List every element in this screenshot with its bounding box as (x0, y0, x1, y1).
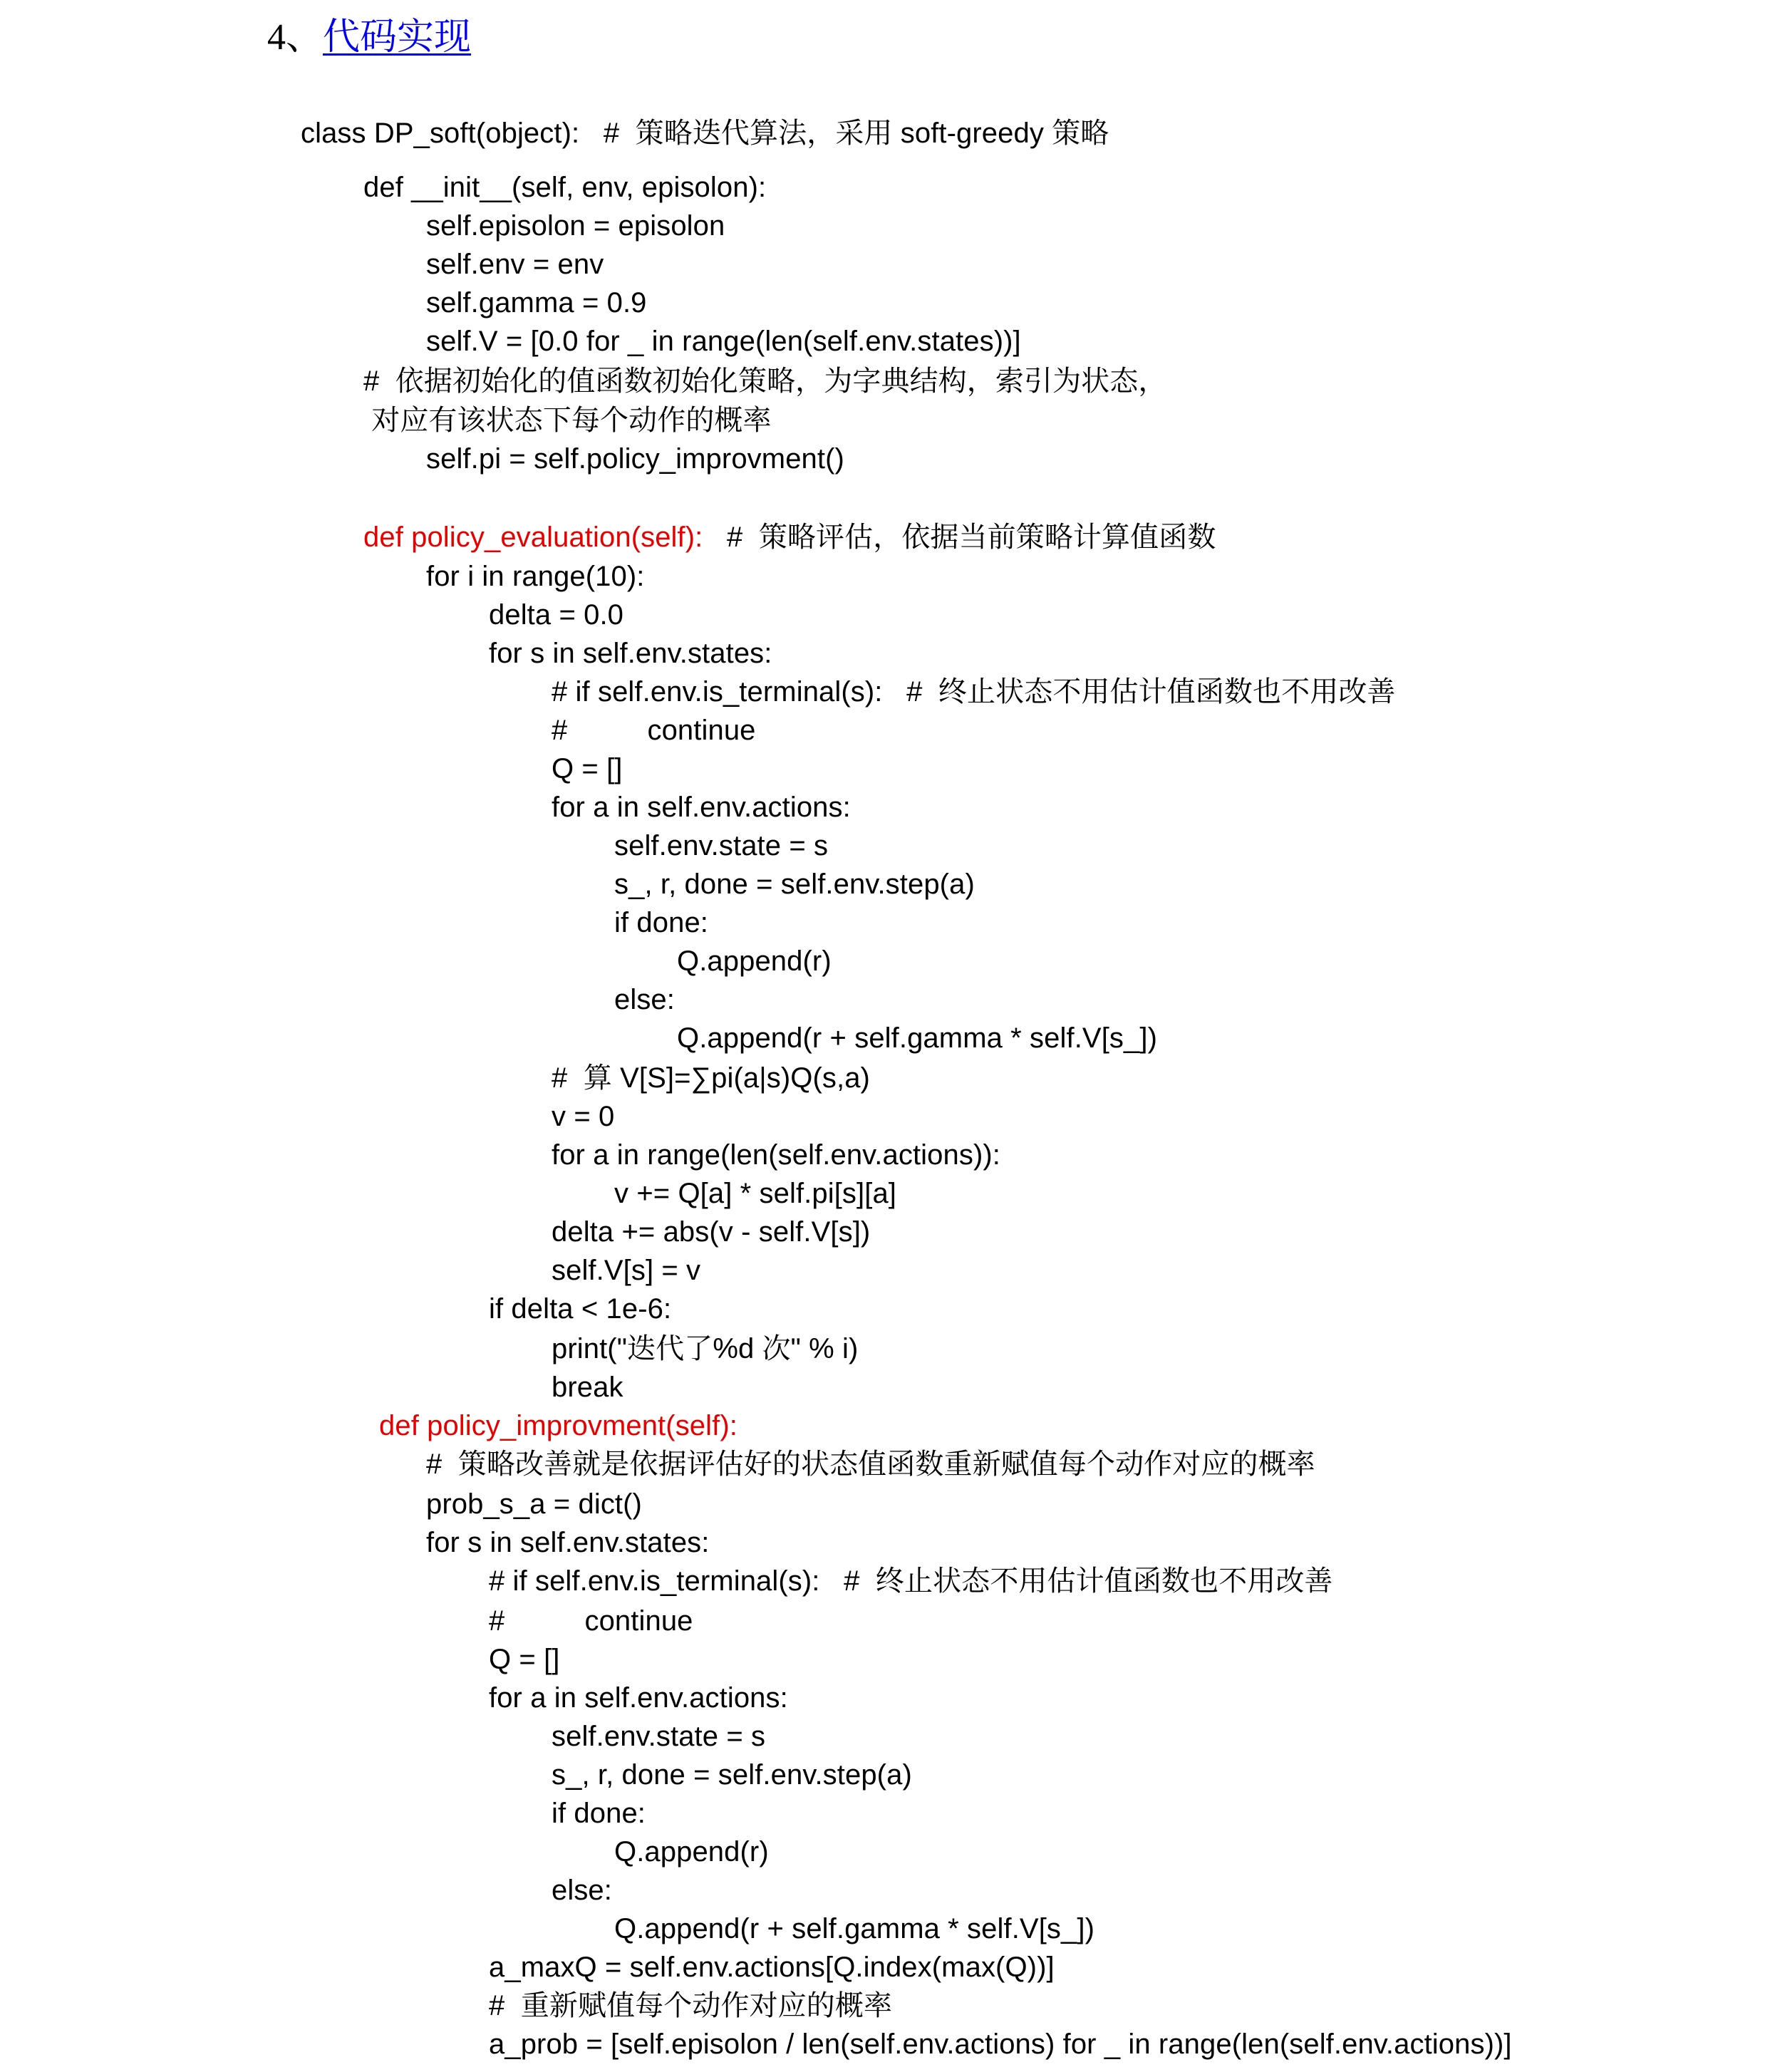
code-line (426, 1445, 1315, 1483)
code-text: for a in self.env.actions: (552, 792, 851, 823)
code-text: v = 0 (552, 1101, 615, 1132)
code-text: s_, r, done = self.env.step(a) (614, 869, 975, 900)
code-line (426, 322, 1021, 361)
code-line (426, 1485, 642, 1523)
code-line (489, 1986, 892, 2025)
code-line (489, 1948, 1055, 1986)
code-line (552, 1330, 858, 1368)
code-text: for a in range(len(self.env.actions)): (552, 1139, 1001, 1171)
code-line (379, 1407, 737, 1445)
code-line (489, 634, 772, 673)
code-line (614, 1174, 896, 1213)
code-line (489, 1679, 788, 1717)
code-text: else: (552, 1875, 612, 1906)
code-line (426, 207, 725, 245)
code-text: self.env.state = s (552, 1721, 766, 1752)
code-line (677, 942, 832, 980)
code-line (552, 673, 1396, 711)
code-text: for i in range(10): (426, 561, 645, 592)
code-comment: # 策略评估，依据当前策略计算值函数 (703, 522, 1216, 553)
code-text: self.env = env (426, 249, 604, 280)
code-text: Q.append(r + self.gamma * self.V[s_]) (614, 1913, 1094, 1944)
code-text: a_prob = [self.episolon / len(self.env.actions) for _ in range(len(self.env.actions))] (489, 2029, 1512, 2060)
code-line (489, 596, 623, 634)
code-line (489, 1640, 560, 1679)
code-text: delta += abs(v - self.V[s]) (552, 1216, 871, 1248)
code-text: self.episolon = episolon (426, 210, 725, 242)
code-line (552, 1059, 870, 1097)
code-text: delta = 0.0 (489, 599, 624, 631)
code-text: self.V = [0.0 for _ in range(len(self.env.states))] (426, 326, 1021, 357)
code-line (363, 362, 1166, 400)
code-line (614, 980, 675, 1019)
code-text: self.env.state = s (614, 830, 829, 861)
code-text: Q.append(r) (677, 946, 832, 977)
code-line (552, 711, 756, 750)
code-line (363, 168, 766, 207)
code-line (614, 1833, 769, 1871)
code-text: self.V[s] = v (552, 1255, 701, 1286)
code-line (489, 2025, 1512, 2063)
code-line (426, 440, 844, 478)
code-line (489, 1602, 693, 1640)
code-text: # 策略改善就是依据评估好的状态值函数重新赋值每个动作对应的概率 (426, 1449, 1315, 1480)
code-line (614, 903, 708, 942)
code-text: class DP_soft(object): # 策略迭代算法，采用 soft-greedy 策略 (301, 118, 1109, 149)
code-text: Q.append(r) (614, 1836, 769, 1868)
code-text: prob_s_a = dict() (426, 1488, 642, 1520)
code-line (552, 1251, 700, 1290)
code-text: for a in self.env.actions: (489, 1682, 788, 1714)
code-line (677, 1019, 1157, 1057)
code-text: Q = [] (552, 753, 623, 784)
code-line (489, 1562, 1333, 1600)
code-text: else: (614, 984, 675, 1015)
function-definition: def policy_improvment(self): (379, 1410, 737, 1441)
code-text: if delta < 1e-6: (489, 1293, 672, 1325)
code-text: # if self.env.is_terminal(s): # 终止状态不用估计值函数也不用改善 (552, 676, 1396, 708)
code-line (552, 1136, 1000, 1174)
code-line (552, 1756, 912, 1794)
code-line (614, 827, 828, 865)
code-text: Q = [] (489, 1644, 560, 1675)
code-text: print("迭代了%d 次" % i) (552, 1333, 859, 1364)
section-number: 4、 (267, 17, 324, 58)
code-text: # 依据初始化的值函数初始化策略，为字典结构，索引为状态， (363, 366, 1167, 397)
code-text: if done: (552, 1798, 646, 1829)
code-text: def __init__(self, env, episolon): (363, 172, 767, 203)
code-line (552, 1794, 646, 1833)
code-line (489, 1290, 671, 1328)
code-line (552, 1871, 612, 1910)
code-line (552, 1213, 870, 1251)
code-line (552, 1368, 623, 1407)
code-text: 对应有该状态下每个动作的概率 (363, 405, 772, 436)
code-line (363, 518, 1216, 556)
code-text: # continue (552, 715, 756, 746)
code-text: if done: (614, 907, 709, 938)
code-line (552, 1717, 765, 1756)
code-line (614, 865, 975, 903)
code-line (552, 788, 851, 827)
code-line (301, 114, 1109, 152)
code-text: for s in self.env.states: (426, 1527, 710, 1558)
code-line (426, 557, 645, 596)
code-text: Q.append(r + self.gamma * self.V[s_]) (677, 1022, 1157, 1054)
code-text: # 重新赋值每个动作对应的概率 (489, 1990, 893, 2021)
code-text: # if self.env.is_terminal(s): # 终止状态不用估计值函数也不用改善 (489, 1565, 1333, 1597)
code-line (426, 284, 647, 322)
code-line (426, 1523, 709, 1562)
code-text: self.pi = self.policy_improvment() (426, 443, 844, 475)
section-title-link[interactable]: 代码实现 (323, 17, 472, 58)
code-text: s_, r, done = self.env.step(a) (552, 1759, 912, 1791)
code-text: # continue (489, 1605, 693, 1637)
code-text: break (552, 1372, 623, 1403)
code-line (552, 750, 623, 788)
code-text: a_maxQ = self.env.actions[Q.index(max(Q))] (489, 1952, 1055, 1983)
code-line (363, 401, 772, 440)
function-definition: def policy_evaluation(self): (363, 522, 703, 553)
code-text: self.gamma = 0.9 (426, 287, 647, 318)
code-text: for s in self.env.states: (489, 638, 772, 669)
code-line (426, 245, 604, 284)
code-line (614, 1910, 1094, 1948)
code-text: v += Q[a] * self.pi[s][a] (614, 1178, 897, 1209)
code-line (552, 1097, 614, 1136)
code-text: # 算 V[S]=∑pi(a|s)Q(s,a) (552, 1062, 870, 1094)
